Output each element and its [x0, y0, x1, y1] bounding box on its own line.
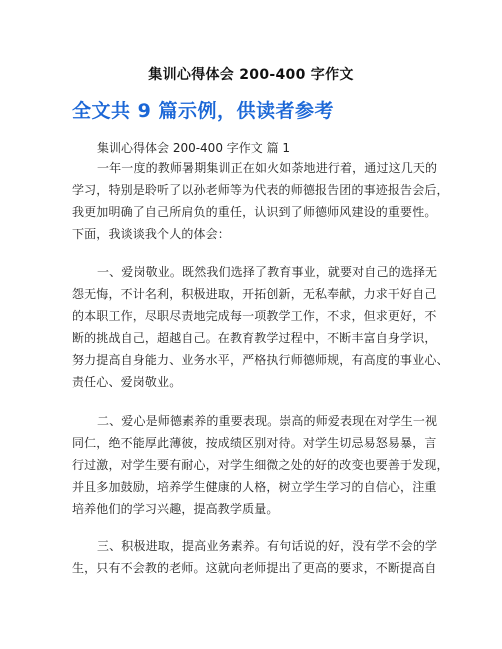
paragraph-line: 的本职工作，尽职尽责地完成每一项教学工作，不求，但求更好，不 — [72, 309, 437, 323]
paragraph-line: 断的挑战自己，超越自己。在教育教学过程中，不断丰富自身学识， — [72, 331, 437, 345]
paragraph-line: 责任心、爱岗敬业。 — [72, 375, 182, 389]
paragraph-line: 培养他们的学习兴趣，提高教学质量。 — [72, 502, 279, 516]
paragraph-4 — [72, 535, 444, 579]
paragraph-1 — [72, 157, 449, 245]
paragraph-line: 学习，特别是聆听了以孙老师等为代表的师德报告团的事迹报告会后， — [72, 183, 449, 197]
paragraph-line: 二、爱心是师德素养的重要表现。崇高的师爱表现在对学生一视 — [97, 414, 438, 428]
paragraph-line: 一、爱岗敬业。既然我们选择了教育事业，就要对自己的选择无 — [97, 265, 438, 279]
essay-subtitle: 集训心得体会 200-400 字作文 篇 1 — [97, 141, 291, 155]
paragraph-line: 生，只有不会教的老师。这就向老师提出了更高的要求，不断提高自 — [72, 561, 437, 575]
paragraph-3 — [72, 410, 449, 520]
document-title: 集训心得体会 200-400 字作文 — [148, 67, 354, 83]
paragraph-line: 一年一度的教师暑期集训正在如火如荼地进行着，通过这几天的 — [97, 161, 438, 175]
paragraph-line: 我更加明确了自己所肩负的重任，认识到了师德师风建设的重要性。 — [72, 205, 437, 219]
paragraph-line: 三、积极进取，提高业务素养。有句话说的好，没有学不会的学 — [97, 539, 438, 553]
paragraph-2 — [72, 261, 449, 393]
paragraph-line: 行过激，对学生要有耐心，对学生细微之处的好的改变也要善于发现， — [72, 458, 449, 472]
paragraph-line: 努力提高自身能力、业务水平，严格执行师德师规，有高度的事业心、 — [72, 353, 449, 367]
promo-heading: 全文共 9 篇示例，供读者参考 — [72, 100, 334, 122]
paragraph-line: 并且多加鼓励，培养学生健康的人格，树立学生学习的自信心，注重 — [72, 480, 437, 494]
paragraph-line: 下面，我谈谈我个人的体会： — [72, 227, 230, 241]
paragraph-line: 怨无悔，不计名利，积极进取，开拓创新，无私奉献，力求干好自己 — [72, 287, 437, 301]
paragraph-line: 同仁，绝不能厚此薄彼，按成绩区别对待。对学生切忌易怒易暴，言 — [72, 436, 437, 450]
